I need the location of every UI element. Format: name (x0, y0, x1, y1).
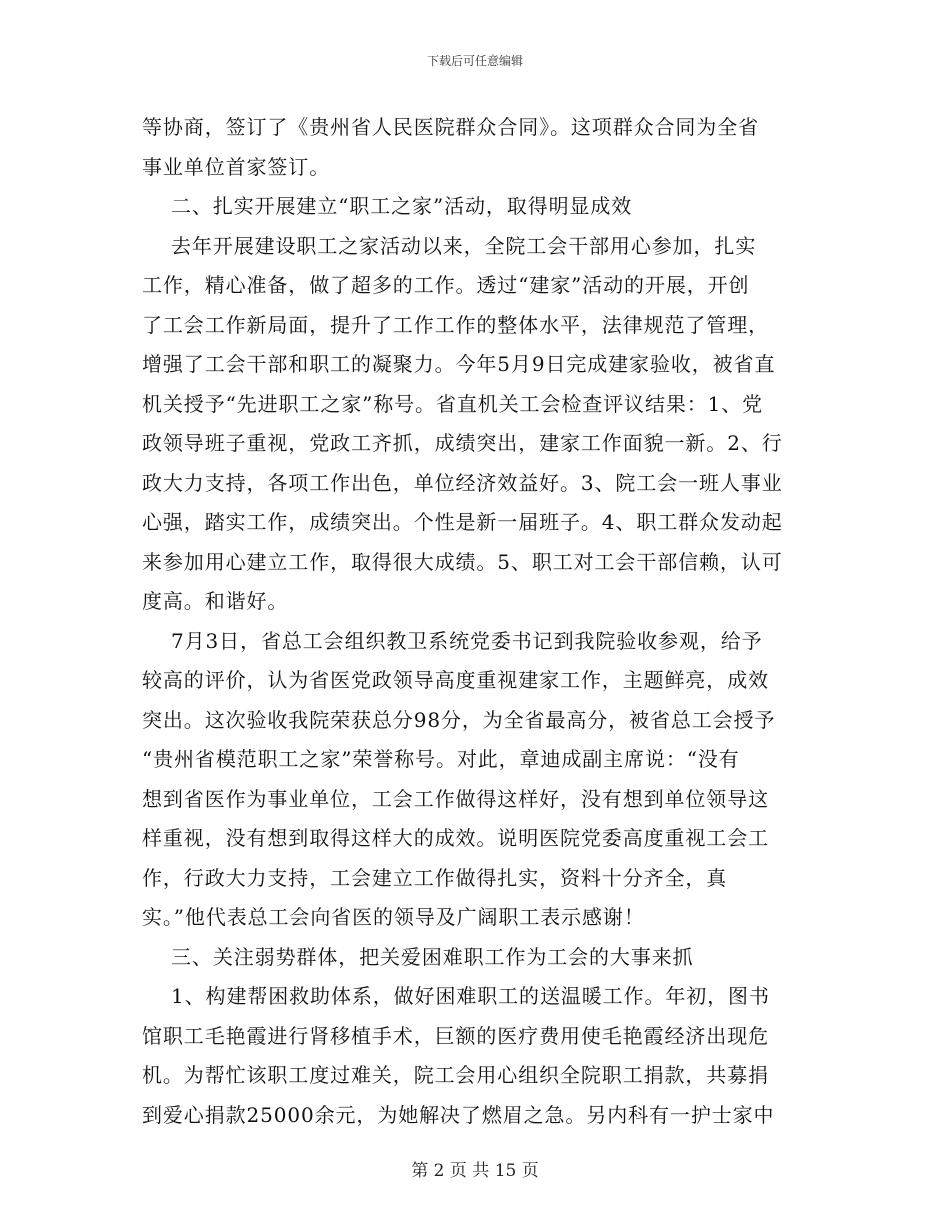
body-line: 增强了工会干部和职工的凝聚力。今年5月9日完成建家验收，被省直 (142, 352, 776, 376)
body-line: 突出。这次验收我院荣获总分98分，为全省最高分，被省总工会授予 (142, 707, 776, 732)
body-line: 工作，精心准备，做了超多的工作。透过“建家”活动的开展，开创 (142, 273, 750, 297)
body-line: 样重视，没有想到取得这样大的成效。说明医院党委高度重视工会工 (142, 826, 769, 850)
body-line: 来参加用心建立工作，取得很大成绩。5、职工对工会干部信赖，认可 (142, 549, 783, 574)
body-line: 政领导班子重视，党政工齐抓，成绩突出，建家工作面貌一新。2、行 (142, 431, 783, 455)
body-line: 等协商，签订了《贵州省人民医院群众合同》。这项群众合同为全省 (142, 115, 759, 139)
section-heading: 三、关注弱势群体，把关爱困难职工作为工会的大事来抓 (142, 944, 694, 969)
document-body (142, 108, 808, 1135)
page-header-note: 下载后可任意编辑 (426, 54, 523, 68)
page-number-footer: 第 2 页 共 15 页 (411, 1161, 539, 1181)
section-heading: 二、扎实开展建立“职工之家”活动，取得明显成效 (142, 194, 633, 218)
body-line: 度高。和谐好。 (142, 589, 289, 613)
body-line: 想到省医作为事业单位，工会工作做得这样好，没有想到单位领导这 (142, 786, 769, 811)
body-line: 1、构建帮困救助体系，做好困难职工的送温暖工作。年初，图书 (142, 984, 770, 1008)
body-line: 机。为帮忙该职工度过难关，院工会用心组织全院职工捐款，共募捐 (142, 1063, 769, 1087)
body-line: 去年开展建设职工之家活动以来，全院工会干部用心参加，扎实 (142, 233, 757, 258)
body-line: 作，行政大力支持，工会建立工作做得扎实，资料十分齐全，真 (142, 865, 728, 890)
body-line: 实。”他代表总工会向省医的领导及广阔职工表示感谢！ (142, 905, 645, 929)
body-line: 心强，踏实工作，成绩突出。个性是新一届班子。4、职工群众发动起 (142, 510, 783, 534)
body-line: 到爱心捐款25000余元，为她解决了燃眉之急。另内科有一护士家中 (142, 1102, 775, 1127)
body-line: 馆职工毛艳霞进行肾移植手术，巨额的医疗费用使毛艳霞经济出现危 (142, 1023, 769, 1048)
body-line: 较高的评价，认为省医党政领导高度重视建家工作，主题鲜亮，成效 (142, 668, 769, 692)
body-line: 事业单位首家签订。 (142, 154, 331, 179)
body-line: 7月3日，省总工会组织教卫系统党委书记到我院验收参观，给予 (142, 628, 763, 653)
body-line: “贵州省模范职工之家”荣誉称号。对此，章迪成副主席说：“没有 (142, 747, 740, 771)
body-line: 政大力支持，各项工作出色，单位经济效益好。3、院工会一班人事业 (142, 470, 783, 495)
body-line: 了工会工作新局面，提升了工作工作的整体水平，法律规范了管理， (142, 312, 769, 337)
body-line: 机关授予“先进职工之家”称号。省直机关工会检查评议结果：1、党 (142, 391, 764, 416)
